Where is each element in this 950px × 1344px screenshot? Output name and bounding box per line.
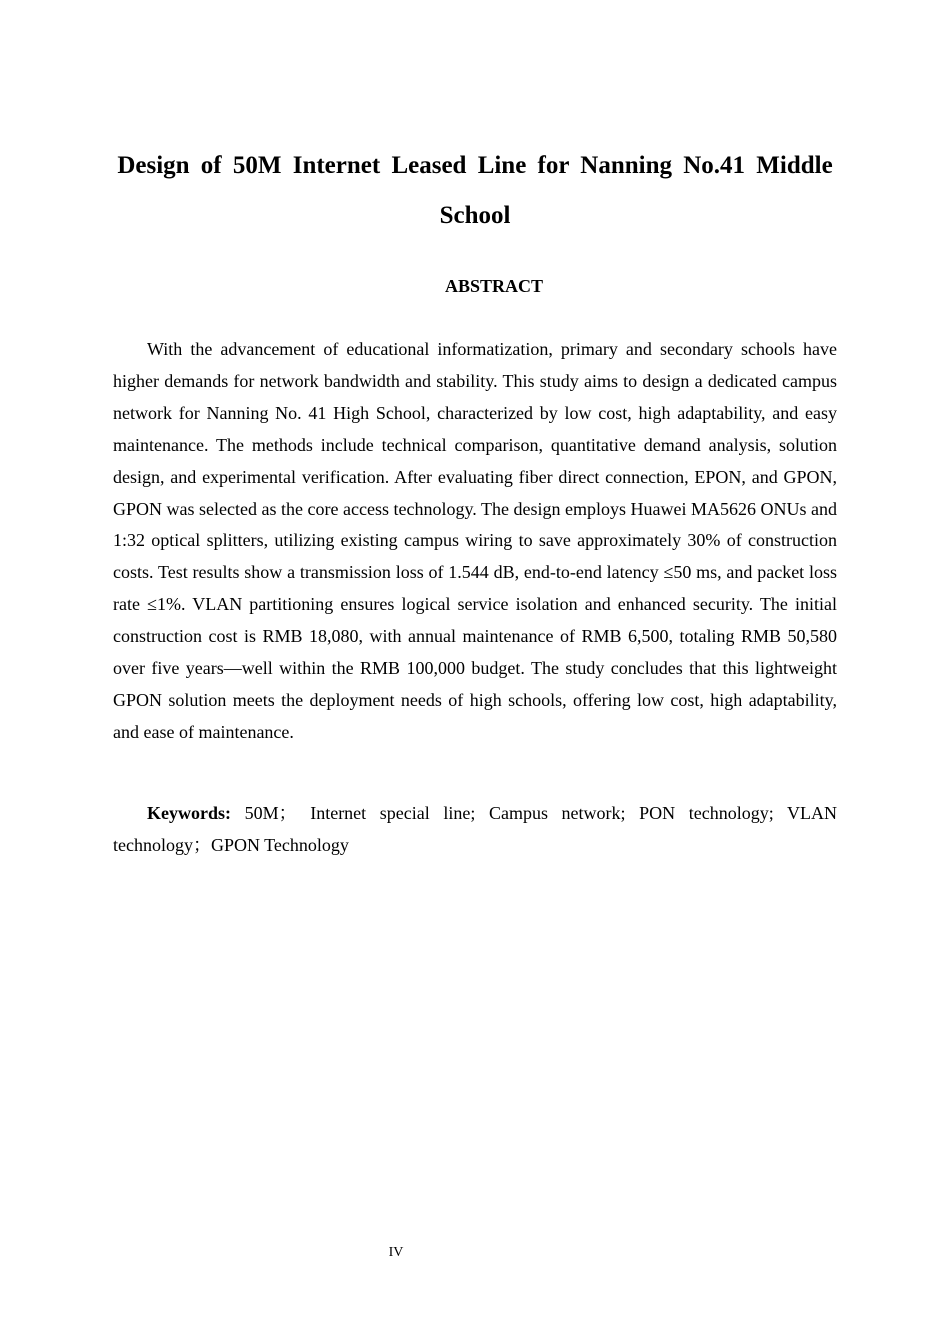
keywords-label: Keywords:	[147, 803, 231, 823]
page-number: IV	[388, 1245, 404, 1260]
abstract-body: With the advancement of educational informatization, primary and secondary schools have higher demands for network bandwidth and stability. This study aims to design a dedicated campus network for Nanning No. 41 High School, characterized by low cost, high adaptability, and easy maintenance. The methods include technical comparison, quantitative demand analysis, solution design, and experimental verification. After evaluating fiber direct connection, EPON, and GPON, GPON was selected as the core access technology. The design employs Huawei MA5626 ONUs and 1:32 optical splitters, utilizing existing campus wiring to save approximately 30% of construction costs. Test results show a transmission loss of 1.544 dB, end-to-end latency ≤50 ms, and packet loss rate ≤1%. VLAN partitioning ensures logical service isolation and enhanced security. The initial construction cost is RMB 18,080, with annual maintenance of RMB 6,500, totaling RMB 50,580 over five years—well within the RMB 100,000 budget. The study concludes that this lightweight GPON solution meets the deployment needs of high schools, offering low cost, high adaptability, and ease of maintenance.	[113, 339, 837, 742]
page-title: Design of 50M Internet Leased Line for Nanning No.41 Middle School	[117, 152, 833, 229]
keywords-text: 50M； Internet special line; Campus network; PON technology; VLAN technology；GPON Technology	[113, 803, 837, 855]
keywords-paragraph	[113, 798, 837, 862]
abstract-heading: ABSTRACT	[444, 276, 544, 296]
